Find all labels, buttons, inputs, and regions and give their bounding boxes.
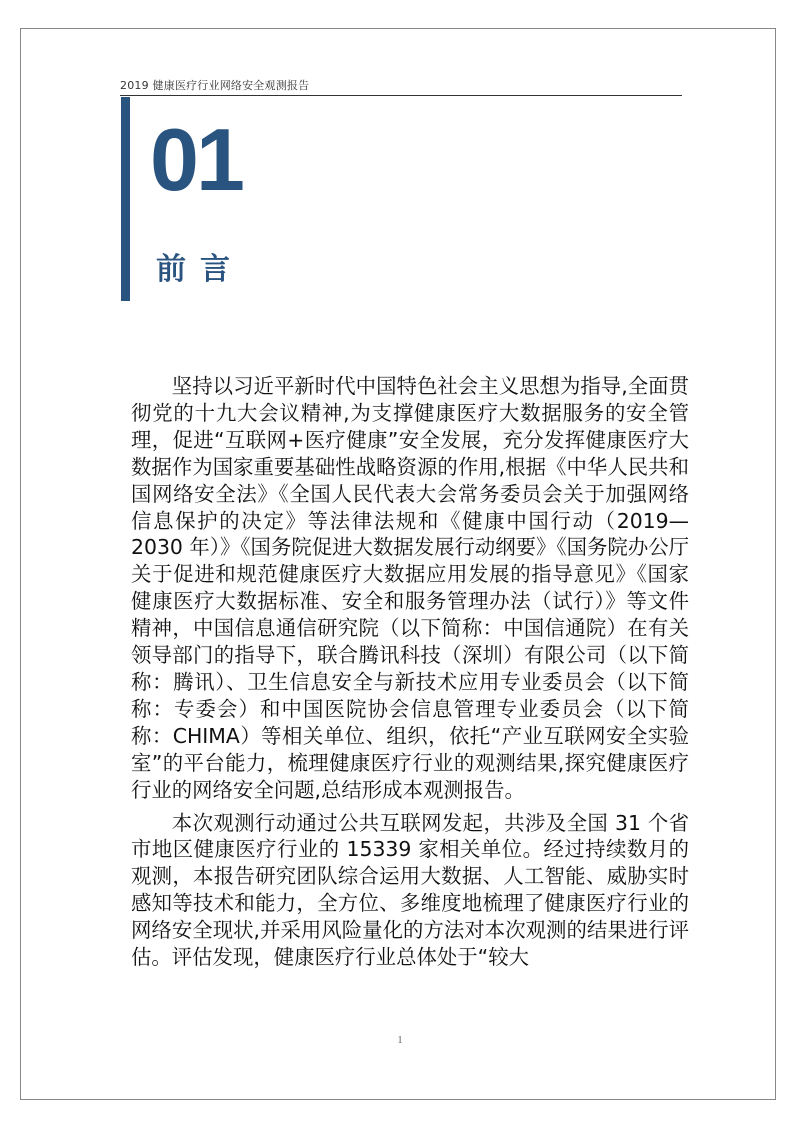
chapter-number: 01 xyxy=(150,110,242,209)
paragraph: 本次观测行动通过公共互联网发起，共涉及全国 31 个省市地区健康医疗行业的 15339 家相关单位。经过持续数月的观测，本报告研究团队综合运用大数据、人工智能、威胁实时感知等技术和能力，全方位、多维度地梳理了健康医疗行业的网络安全现状,并采用风险量化的方法对本次观测的结果进行评估。评估发现，健康医疗行业总体处于“较大 xyxy=(131,810,689,970)
body-text xyxy=(131,373,689,977)
chapter-title: 前言 xyxy=(156,252,244,287)
page-number: 1 xyxy=(397,1034,403,1046)
chapter-accent-bar xyxy=(121,97,130,301)
paragraph: 坚持以习近平新时代中国特色社会主义思想为指导,全面贯彻党的十九大会议精神,为支撑健康医疗大数据服务的安全管理，促进“互联网+医疗健康”安全发展，充分发挥健康医疗大数据作为国家重要基础性战略资源的作用,根据《中华人民共和国网络安全法》《全国人民代表大会常务委员会关于加强网络信息保护的决定》等法律法规和《健康中国行动（2019—2030 年）》《国务院促进大数据发展行动纲要》《国务院办公厅关于促进和规范健康医疗大数据应用发展的指导意见》《国家健康医疗大数据标准、安全和服务管理办法（试行）》等文件精神，中国信息通信研究院（以下简称：中国信通院）在有关领导部门的指导下，联合腾讯科技（深圳）有限公司（以下简称：腾讯）、卫生信息安全与新技术应用专业委员会（以下简称：专委会）和中国医院协会信息管理专业委员会（以下简称：CHIMA）等相关单位、组织，依托“产业互联网安全实验室”的平台能力，梳理健康医疗行业的观测结果,探究健康医疗行业的网络安全问题,总结形成本观测报告。 xyxy=(131,374,689,802)
running-header: 2019 健康医疗行业网络安全观测报告 xyxy=(120,79,682,96)
